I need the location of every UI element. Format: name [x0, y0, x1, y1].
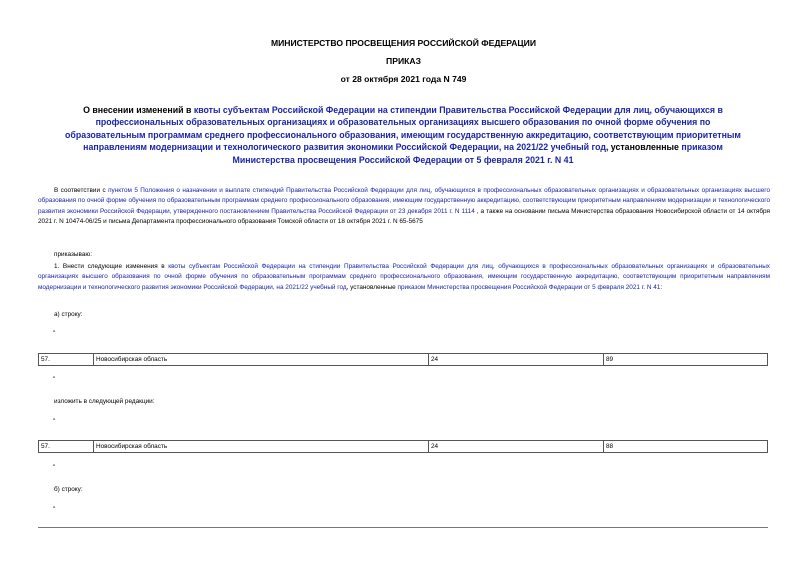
- clause-1-quotas-link[interactable]: квоты субъектам Российской Федерации на стипендии Правительства Российской Федерации для лиц, обучающихся в профессиональных образовательных организациях и образовательных организациях высшего образования по очной форме обучения по образовательным программам среднего профессионального образования, имеющим государственную аккредитацию, соответствующим приоритетным направлениям модернизации и технологического развития экономики Российской Федерации, на 2021/22 учебный год: [38, 263, 771, 291]
- old-row-value-2: 89: [604, 354, 768, 366]
- table-row: [39, 354, 768, 366]
- clause-1-text-start: 1. Внести следующие изменения в: [54, 263, 169, 270]
- order-subject: [58, 104, 748, 166]
- table-row: [39, 441, 768, 453]
- quote-open-mark-3: ": [53, 506, 56, 513]
- preamble-regulation-link[interactable]: пунктом 5 Положения о назначении и выплате стипендий Правительства Российской Федерации для лиц, обучающихся в профессиональных образовательных организациях и образовательных организациях высшего образования по очной форме обучения по образовательным программам среднего профессионального образования, имеющим государственную аккредитацию, соответствующим приоритетным направлениям модернизации и технологического развития экономики Российской Федерации, утвержденного постановлением Правительства Российской Федерации от 23 декабря 2011 г. N 1114: [38, 187, 770, 215]
- order-verb: приказываю:: [54, 251, 92, 258]
- subject-order-link[interactable]: приказом Министерства просвещения Российской Федерации от 5 февраля 2021 г. N 41: [232, 142, 723, 165]
- preamble-text-end: , а также на основании письма Министерства образования Новосибирской области от 14 октября 2021 г. N 10474-06/25 и письма Департамента профессионального образования Томской области от 18 октября 2021 г. N 65-5675: [38, 207, 770, 225]
- subject-text-middle: , установленные: [605, 142, 682, 153]
- old-row-table: [38, 353, 768, 366]
- new-row-number: 57.: [39, 441, 94, 453]
- new-row-value-2: 88: [604, 441, 768, 453]
- old-row-region: Новосибирская область: [94, 354, 429, 366]
- clause-1-order-link[interactable]: приказом Министерства просвещения Российской Федерации от 5 февраля 2021 г. N 41: [397, 283, 661, 291]
- quote-close-mark: ": [53, 376, 56, 383]
- clause-1-paragraph: [38, 262, 770, 293]
- order-date-number: от 28 октября 2021 года N 749: [340, 74, 467, 84]
- subject-text-start: О внесении изменений в: [83, 105, 194, 115]
- preamble-paragraph: [38, 186, 770, 227]
- quote-close-mark-2: ": [53, 464, 56, 471]
- ministry-heading: МИНИСТЕРСТВО ПРОСВЕЩЕНИЯ РОССИЙСКОЙ ФЕДЕРАЦИИ: [270, 38, 537, 48]
- page-divider: [38, 527, 768, 528]
- clause-1-text-end: :: [660, 283, 663, 291]
- quote-open-mark: ": [53, 330, 56, 337]
- subject-quotas-link[interactable]: квоты субъектам Российской Федерации на стипендии Правительства Российской Федерации для лиц, обучающихся в профессиональных образовательных организациях и образовательных организациях высшего образования по очной форме обучения по образовательным программам среднего профессионального образования, имеющим государственную аккредитацию, соответствующим приоритетным направлениям модернизации и технологического развития экономики Российской Федерации, на 2021/22 учебный год: [65, 105, 741, 153]
- new-row-region: Новосибирская область: [94, 441, 429, 453]
- item-b-label: б) строку:: [54, 486, 83, 493]
- clause-1-text-middle: , установленные: [346, 283, 398, 291]
- old-row-number: 57.: [39, 354, 94, 366]
- new-row-table: [38, 440, 768, 453]
- old-row-value-1: 24: [429, 354, 604, 366]
- item-a-label: а) строку:: [54, 311, 83, 318]
- document-type: ПРИКАЗ: [386, 56, 421, 66]
- new-row-value-1: 24: [429, 441, 604, 453]
- instruction-text: изложить в следующей редакции:: [54, 398, 155, 405]
- quote-open-mark-2: ": [53, 418, 56, 425]
- preamble-text-start: В соответствии с: [54, 187, 109, 194]
